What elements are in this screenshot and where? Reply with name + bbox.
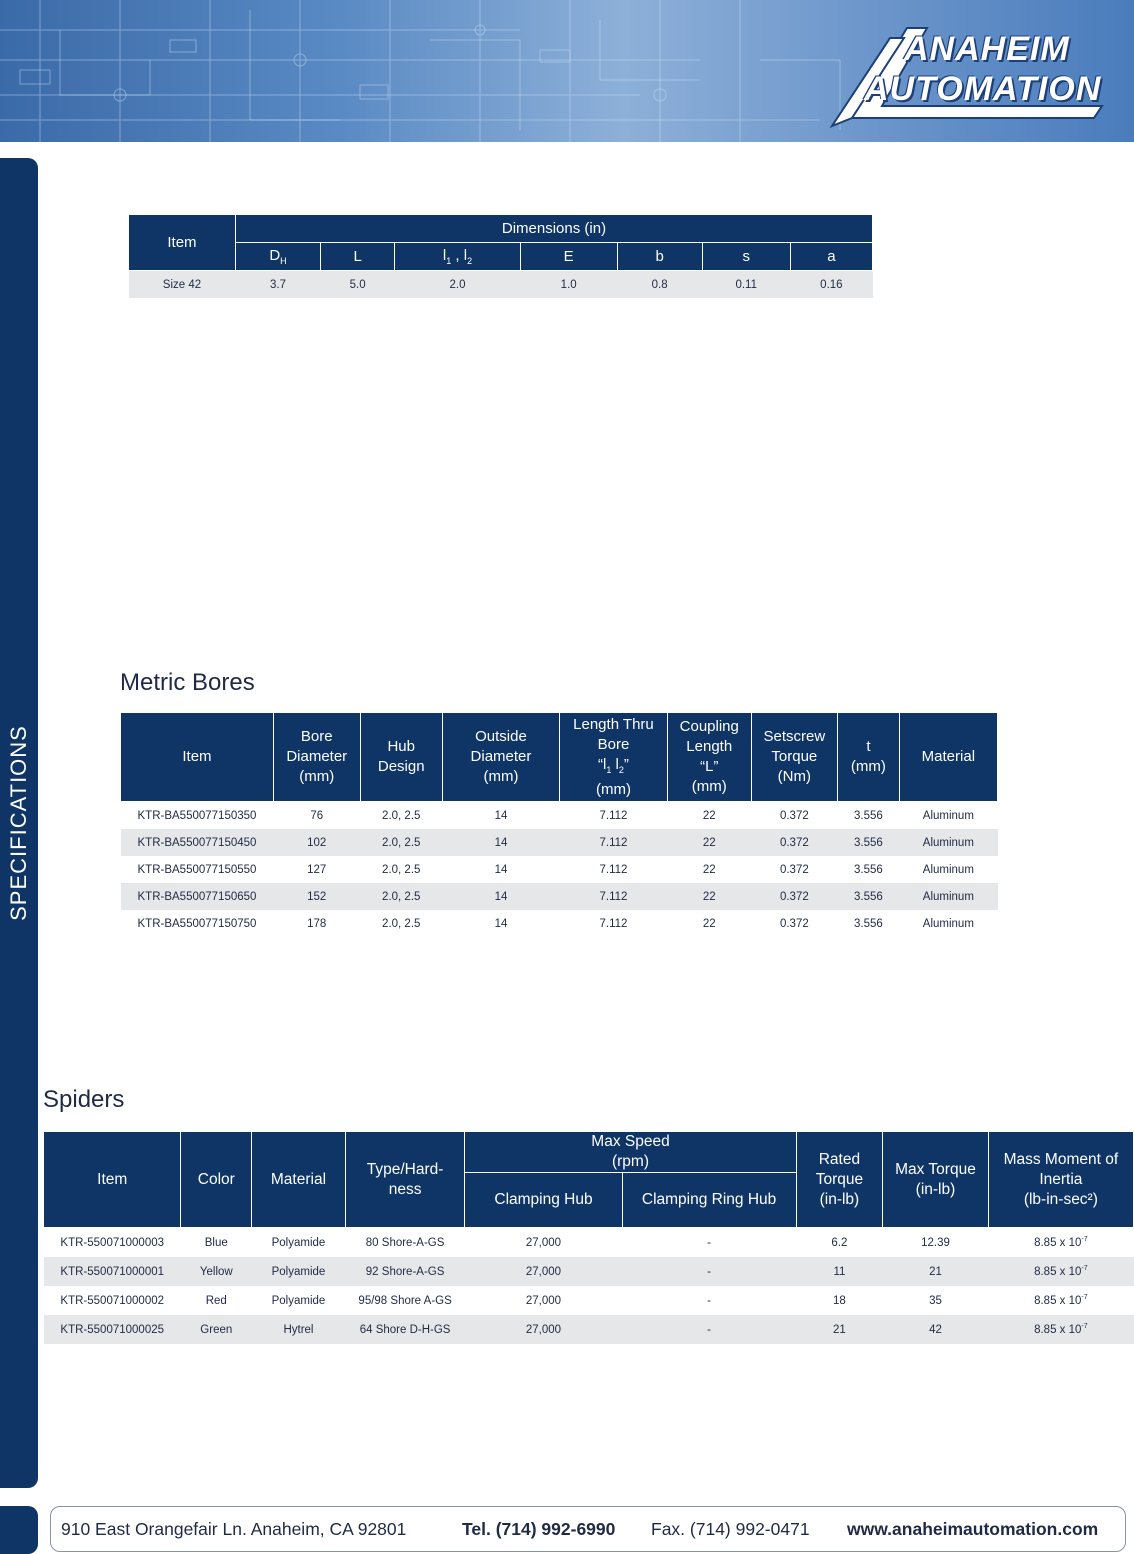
cell-item: KTR-550071000002 xyxy=(60,1294,165,1307)
cell-clamping-hub: 27,000 xyxy=(465,1315,622,1344)
cell-type: 64 Shore D-H-GS xyxy=(345,1315,465,1344)
cell-hub: 2.0, 2.5 xyxy=(382,917,421,930)
header-clamping-hub: Clamping Hub xyxy=(465,1173,622,1228)
cell-torque: 0.372 xyxy=(779,809,809,822)
cell-cl: 22 xyxy=(702,917,716,930)
sidebar-label: SPECIFICATIONS xyxy=(6,725,31,921)
cell-od: 14 xyxy=(494,809,508,822)
cell-clamping-ring-hub: - xyxy=(622,1257,796,1286)
cell-clamping-hub: 27,000 xyxy=(465,1257,622,1286)
cell-material: Aluminum xyxy=(922,917,974,930)
cell-ltb: 7.112 xyxy=(560,883,668,910)
cell-torque: 0.372 xyxy=(779,917,809,930)
header-l: L xyxy=(321,243,395,271)
table-row xyxy=(121,910,998,937)
cell-ltb: 7.112 xyxy=(599,863,628,876)
header-color: Color xyxy=(181,1132,252,1228)
cell-mass: 8.85 x $10^{-7}$ xyxy=(988,1257,1133,1286)
table-row xyxy=(121,829,998,856)
logo-text-automation: AUTOMATION xyxy=(864,70,1102,108)
cell-type: 80 Shore-A-GS xyxy=(365,1236,445,1249)
header-material: Material xyxy=(899,713,997,802)
table-row xyxy=(129,271,873,299)
header-t: t (mm) xyxy=(838,713,900,802)
cell-max-torque: 42 xyxy=(883,1315,988,1344)
cell-item: KTR-BA550077150650 xyxy=(121,883,274,910)
header-type-hardness: Type/Hard- ness xyxy=(345,1132,465,1228)
cell-type: 95/98 Shore A-GS xyxy=(358,1294,452,1307)
cell-color: Blue xyxy=(204,1236,228,1249)
header-banner xyxy=(0,0,1134,142)
header-dh: $D_H$ xyxy=(235,243,320,271)
cell-rated-torque: 11 xyxy=(796,1257,883,1286)
cell-bore: 152 xyxy=(273,883,360,910)
cell-cl: 22 xyxy=(702,863,716,876)
header-mass-moment-inertia: Mass Moment of Inertia (lb-in-sec²) xyxy=(988,1132,1133,1228)
header-clamping-ring-hub: Clamping Ring Hub xyxy=(622,1173,796,1228)
metric-bores-title: Metric Bores xyxy=(120,669,255,696)
cell-clamping-ring-hub: - xyxy=(622,1315,796,1344)
footer-address: 910 East Orangefair Ln. Anaheim, CA 92801 xyxy=(61,1519,407,1539)
footer-fax: Fax. (714) 992-0471 xyxy=(651,1519,810,1539)
cell-bore: 76 xyxy=(310,809,324,822)
table-row xyxy=(121,802,998,830)
cell-clamping-ring-hub: - xyxy=(707,1236,711,1249)
cell-t: 3.556 xyxy=(838,883,900,910)
cell-cl: 22 xyxy=(667,829,751,856)
cell-hub: 2.0, 2.5 xyxy=(382,809,421,822)
cell-item: KTR-550071000003 xyxy=(60,1236,165,1249)
cell-max-torque: 21 xyxy=(883,1257,988,1286)
header-a: a xyxy=(790,243,872,271)
cell-bore: 178 xyxy=(307,917,327,930)
header-item: Item xyxy=(129,215,236,271)
cell-material: Polyamide xyxy=(271,1236,326,1249)
cell-torque: 0.372 xyxy=(779,863,809,876)
cell-hub: 2.0, 2.5 xyxy=(360,883,442,910)
cell-item: KTR-BA550077150550 xyxy=(137,863,257,876)
cell-clamping-ring-hub: - xyxy=(707,1294,711,1307)
header-e: E xyxy=(520,243,617,271)
cell-ltb: 7.112 xyxy=(560,829,668,856)
cell-clamping-hub: 27,000 xyxy=(525,1294,562,1307)
cell-s: 0.11 xyxy=(702,271,790,299)
header-dimensions: Dimensions (in) xyxy=(235,215,872,243)
logo-text-anaheim: ANAHEIM xyxy=(904,30,1070,68)
cell-type: 92 Shore-A-GS xyxy=(345,1257,465,1286)
cell-torque: 0.372 xyxy=(751,829,838,856)
cell-item: KTR-550071000001 xyxy=(44,1257,181,1286)
cell-mass: 8.85 x $10^{-7}$ xyxy=(1034,1294,1088,1307)
cell-rated-torque: 18 xyxy=(833,1294,846,1307)
cell-bore: 102 xyxy=(273,829,360,856)
anaheim-automation-logo xyxy=(812,18,1112,128)
cell-material: Aluminum xyxy=(922,863,974,876)
metric-bores-table xyxy=(120,712,998,937)
cell-color: Yellow xyxy=(181,1257,252,1286)
cell-color: Red xyxy=(205,1294,227,1307)
cell-material: Polyamide xyxy=(252,1257,346,1286)
cell-t: 3.556 xyxy=(854,863,883,876)
spiders-title: Spiders xyxy=(43,1086,125,1113)
footer-contact-bar xyxy=(50,1506,1126,1552)
cell-l: 5.0 xyxy=(321,271,395,299)
cell-bore: 127 xyxy=(307,863,327,876)
cell-b: 0.8 xyxy=(617,271,702,299)
header-bore-diameter: Bore Diameter (mm) xyxy=(273,713,360,802)
cell-mass: 8.85 x $10^{-7}$ xyxy=(988,1315,1133,1344)
header-max-speed: Max Speed (rpm) xyxy=(465,1132,796,1173)
footer-tab xyxy=(0,1506,38,1554)
table-row xyxy=(121,883,998,910)
cell-item: KTR-550071000025 xyxy=(44,1315,181,1344)
table-row xyxy=(121,856,998,883)
cell-item: KTR-BA550077150450 xyxy=(121,829,274,856)
cell-rated-torque: 21 xyxy=(796,1315,883,1344)
header-coupling-length: Coupling Length “L” (mm) xyxy=(667,713,751,802)
dimensions-table xyxy=(128,214,873,298)
cell-material: Polyamide xyxy=(271,1294,326,1307)
cell-od: 14 xyxy=(442,883,559,910)
cell-torque: 0.372 xyxy=(751,883,838,910)
cell-cl: 22 xyxy=(702,809,716,822)
table-row xyxy=(44,1286,1134,1315)
cell-max-torque: 35 xyxy=(929,1294,942,1307)
cell-od: 14 xyxy=(494,917,508,930)
footer-website-link[interactable]: www.anaheimautomation.com xyxy=(847,1519,1099,1539)
cell-item: KTR-BA550077150750 xyxy=(137,917,257,930)
cell-od: 14 xyxy=(494,863,508,876)
cell-t: 3.556 xyxy=(854,809,883,822)
header-material: Material xyxy=(252,1132,346,1228)
cell-mass: 8.85 x $10^{-7}$ xyxy=(1034,1236,1088,1249)
cell-e: 1.0 xyxy=(520,271,617,299)
cell-ltb: 7.112 xyxy=(599,809,628,822)
cell-od: 14 xyxy=(442,829,559,856)
header-item: Item xyxy=(44,1132,181,1228)
footer-phone: Tel. (714) 992-6990 xyxy=(462,1519,616,1539)
cell-a: 0.16 xyxy=(790,271,872,299)
table-row xyxy=(44,1257,1134,1286)
cell-item: Size 42 xyxy=(129,271,236,299)
cell-rated-torque: 6.2 xyxy=(831,1236,848,1249)
cell-hub: 2.0, 2.5 xyxy=(360,829,442,856)
header-hub-design: Hub Design xyxy=(360,713,442,802)
table-row xyxy=(44,1315,1134,1344)
cell-ltb: 7.112 xyxy=(599,917,628,930)
header-rated-torque: Rated Torque (in-lb) xyxy=(796,1132,883,1228)
header-s: s xyxy=(702,243,790,271)
header-setscrew-torque: Setscrew Torque (Nm) xyxy=(751,713,838,802)
header-max-torque: Max Torque (in-lb) xyxy=(883,1132,988,1228)
cell-l12: 2.0 xyxy=(395,271,521,299)
cell-material: Aluminum xyxy=(899,829,997,856)
cell-material: Aluminum xyxy=(899,883,997,910)
cell-material: Aluminum xyxy=(922,809,974,822)
header-outside-diameter: Outside Diameter (mm) xyxy=(442,713,559,802)
header-b: b xyxy=(617,243,702,271)
cell-t: 3.556 xyxy=(854,917,883,930)
cell-hub: 2.0, 2.5 xyxy=(382,863,421,876)
cell-item: KTR-BA550077150350 xyxy=(137,809,257,822)
cell-material: Hytrel xyxy=(252,1315,346,1344)
header-length-thru-bore: Length Thru Bore “$l_1$ $l_2$” (mm) xyxy=(560,713,668,802)
cell-t: 3.556 xyxy=(838,829,900,856)
cell-cl: 22 xyxy=(667,883,751,910)
table-row xyxy=(44,1228,1134,1258)
cell-dh: 3.7 xyxy=(235,271,320,299)
cell-color: Green xyxy=(181,1315,252,1344)
header-item: Item xyxy=(121,713,274,802)
cell-clamping-hub: 27,000 xyxy=(525,1236,562,1249)
header-l1-l2: $l_1$ , $l_2$ xyxy=(395,243,521,271)
cell-max-torque: 12.39 xyxy=(921,1236,950,1249)
spiders-table xyxy=(43,1131,1134,1344)
